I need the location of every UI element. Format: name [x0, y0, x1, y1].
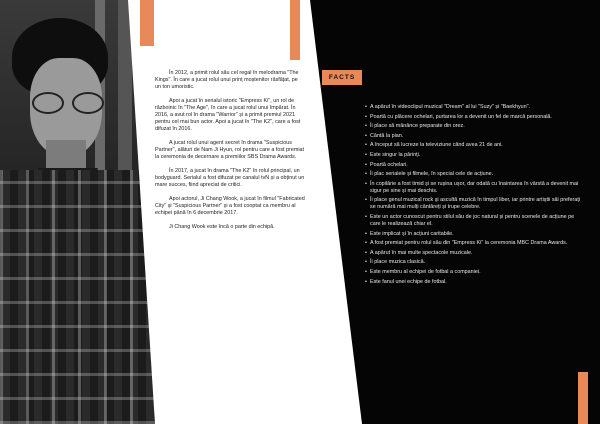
- fact-item: • A început să lucreze la televiziune când avea 21 de ani.: [365, 142, 583, 149]
- fact-item: • În copilărie a fost timid și se rușina ușor, dar odată cu înaintarea în vârstă a devenit mai sigur pe sine și mai deschis.: [365, 181, 583, 195]
- article-paragraph: În 2012, a primit rolul său cel regal în melodrama "The Kings". În care a jucat rolul unui prinț moștenitor răsfățat, pe un ton umoristic.: [155, 70, 299, 90]
- fact-item: • Este un actor cunoscut pentru stilul său de joc natural și pentru scenele de acțiune pe care le realizează chiar el.: [365, 214, 583, 228]
- article-paragraph: A jucat rolul unui agent secret în drama "Suspicious Partner", alături de Nam Ji Hyun, rol pentru care a fost premiat la ceremonia de decernare a premiilor SBS Drama Awards.: [155, 140, 305, 160]
- fact-item: • Este implicat și în acțiuni caritabile.: [365, 231, 583, 238]
- glasses-graphic: [30, 92, 106, 110]
- article-paragraph: Ji Chang Wook este încă o parte din echipă.: [169, 224, 275, 230]
- article-body: [155, 70, 305, 238]
- fact-item: • Poartă cu plăcere ochelari, purtarea lor a devenit un fel de marcă personală.: [365, 114, 583, 121]
- plaid-shirt-graphic: [0, 170, 160, 424]
- fact-item: • Cântă la pian.: [365, 133, 583, 140]
- fact-item: • Este singur la părinți.: [365, 152, 583, 159]
- article-paragraph: Apoi a jucat în serialul istoric "Empress Ki", un rol de războinic în "The Age", în care a jucat rolul unui împărat. În 2016, a avut rol în drama "Warrior" și a primit premiul 2021 pentru cel mai bun actor. Apoi a jucat în "The K2", care a fost difuzat în 2016.: [155, 98, 301, 132]
- article-paragraph: În 2017, a jucat în drama "The K2" în rolul principal, un bodyguard. Serialul a fost difuzat pe canalul tvN și a obținut un mare succes, fiind apreciat de critici.: [155, 168, 305, 188]
- fact-item: • Este membru al echipei de fotbal a companiei.: [365, 269, 583, 276]
- article-paragraph: Apoi actorul, Ji Chang Wook, a jucat în filmul "Fabricated City" și "Suspicious Partner" și a fost cooptat ca membru al echipei până în 6 decembrie 2017.: [155, 196, 305, 216]
- accent-bar-bottom: [578, 372, 588, 424]
- accent-bar-top-right: [290, 0, 300, 60]
- fact-item: • Îi place să mănânce preparate din orez.: [365, 123, 583, 130]
- fact-item: • A fost premiat pentru rolul său din "Empress Ki" la ceremonia MBC Drama Awards.: [365, 240, 583, 247]
- fact-item: • A apărut în mai multe spectacole muzicale.: [365, 250, 583, 257]
- accent-bar-top-left: [140, 0, 154, 46]
- facts-heading: FACTS: [322, 70, 362, 85]
- fact-item: • Îi plac serialele și filmele, în special cele de acțiune.: [365, 171, 583, 178]
- fact-item: • Îi place muzica clasică.: [365, 259, 583, 266]
- fact-item: • Poartă ochelari.: [365, 162, 583, 169]
- fact-item: • Este fanul unei echipe de fotbal.: [365, 279, 583, 286]
- fact-item: • A apărut în videoclipul muzical "Dream" al lui "Suzy" și "Baekhyun".: [365, 104, 583, 111]
- facts-list: [365, 104, 583, 288]
- fact-item: • Îi place genul muzical rock și ascultă muzică în timpul liber, iar printre artiștii săi preferați se numără mai mulți cântăreți și trupe celebre.: [365, 197, 583, 211]
